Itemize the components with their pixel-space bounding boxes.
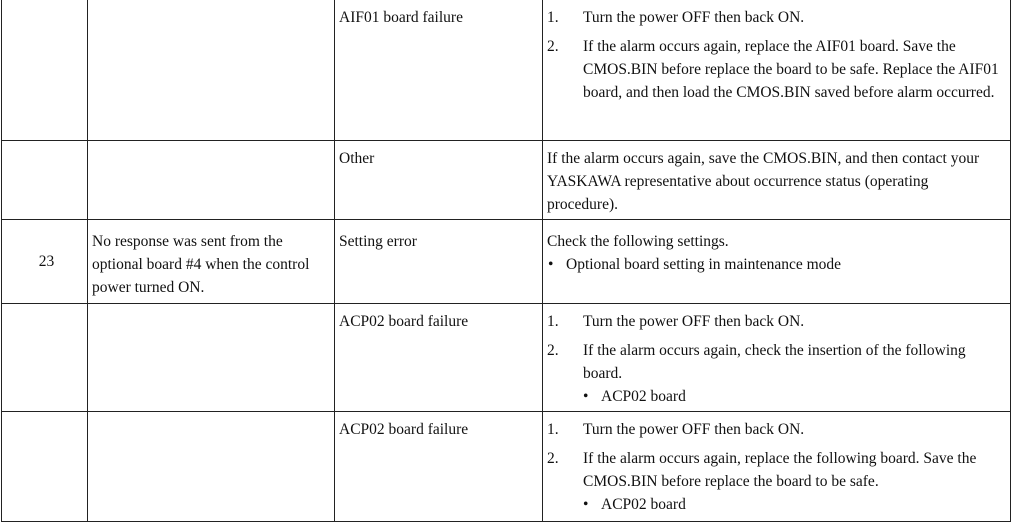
bullet-item — [547, 253, 1010, 276]
step-text: Turn the power OFF then back ON. — [583, 313, 805, 330]
step-text: If the alarm occurs again, check the insertion of the following board. — [583, 342, 966, 382]
bullet-text: Optional board setting in maintenance mode — [566, 256, 842, 273]
remedy-step — [547, 35, 1010, 104]
remedy-text: Check the following settings. — [547, 233, 729, 250]
sub-bullet-item — [583, 385, 1002, 408]
step-number: 1. — [547, 421, 559, 438]
cause-cell — [88, 304, 335, 412]
bullet-glyph: • — [548, 256, 554, 273]
check-item-cell: ACP02 board failure — [335, 304, 543, 412]
remedy-cell — [543, 412, 1011, 522]
remedy-steps — [547, 418, 1010, 516]
cause-cell — [88, 0, 335, 141]
step-number: 1. — [547, 9, 559, 26]
bullet-glyph: • — [583, 388, 589, 405]
table-row — [2, 0, 1011, 141]
bullet-glyph: • — [583, 496, 589, 513]
alarm-number-cell — [2, 141, 88, 220]
table-row — [2, 304, 1011, 412]
remedy-steps — [547, 310, 1010, 408]
remedy-cell — [543, 304, 1011, 412]
check-item-cell: Setting error — [335, 220, 543, 304]
check-item-cell: AIF01 board failure — [335, 0, 543, 141]
cause-cell — [88, 141, 335, 220]
check-item-cell: Other — [335, 141, 543, 220]
step-number: 2. — [547, 450, 559, 467]
sub-bullet-item — [583, 493, 1002, 516]
remedy-steps — [547, 6, 1010, 104]
table-row — [2, 412, 1011, 522]
remedy-step — [547, 6, 1010, 29]
step-number: 1. — [547, 313, 559, 330]
alarm-table — [1, 0, 1011, 522]
sub-bullet-text: ACP02 board — [601, 496, 686, 513]
cause-cell: No response was sent from the optional board #4 when the control power turned ON. — [88, 220, 335, 304]
table-row — [2, 220, 1011, 304]
remedy-step — [547, 339, 1010, 408]
remedy-cell — [543, 141, 1011, 220]
step-number: 2. — [547, 342, 559, 359]
remedy-step — [547, 447, 1010, 516]
step-text: Turn the power OFF then back ON. — [583, 421, 805, 438]
step-text: If the alarm occurs again, replace the following board. Save the CMOS.BIN before replace the board to be safe. — [583, 450, 977, 490]
sub-bullet-text: ACP02 board — [601, 388, 686, 405]
alarm-number-cell — [2, 412, 88, 522]
cause-cell — [88, 412, 335, 522]
remedy-step — [547, 418, 1010, 441]
remedy-step-body — [583, 447, 1010, 516]
remedy-step — [547, 310, 1010, 333]
remedy-step-body — [583, 339, 1010, 408]
step-text: Turn the power OFF then back ON. — [583, 9, 805, 26]
check-item-cell: ACP02 board failure — [335, 412, 543, 522]
step-number: 2. — [547, 38, 559, 55]
remedy-cell — [543, 0, 1011, 141]
remedy-cell — [543, 220, 1011, 304]
alarm-number-cell: 23 — [2, 220, 88, 304]
table-row — [2, 141, 1011, 220]
alarm-number-cell — [2, 0, 88, 141]
remedy-text: If the alarm occurs again, save the CMOS.BIN, and then contact your YASKAWA representative about occurrence status (operating procedure). — [547, 150, 980, 213]
step-text: If the alarm occurs again, replace the AIF01 board. Save the CMOS.BIN before replace the board to be safe. Replace the AIF01 board, and then load the CMOS.BIN saved before alarm occurred. — [583, 38, 999, 101]
alarm-number-cell — [2, 304, 88, 412]
